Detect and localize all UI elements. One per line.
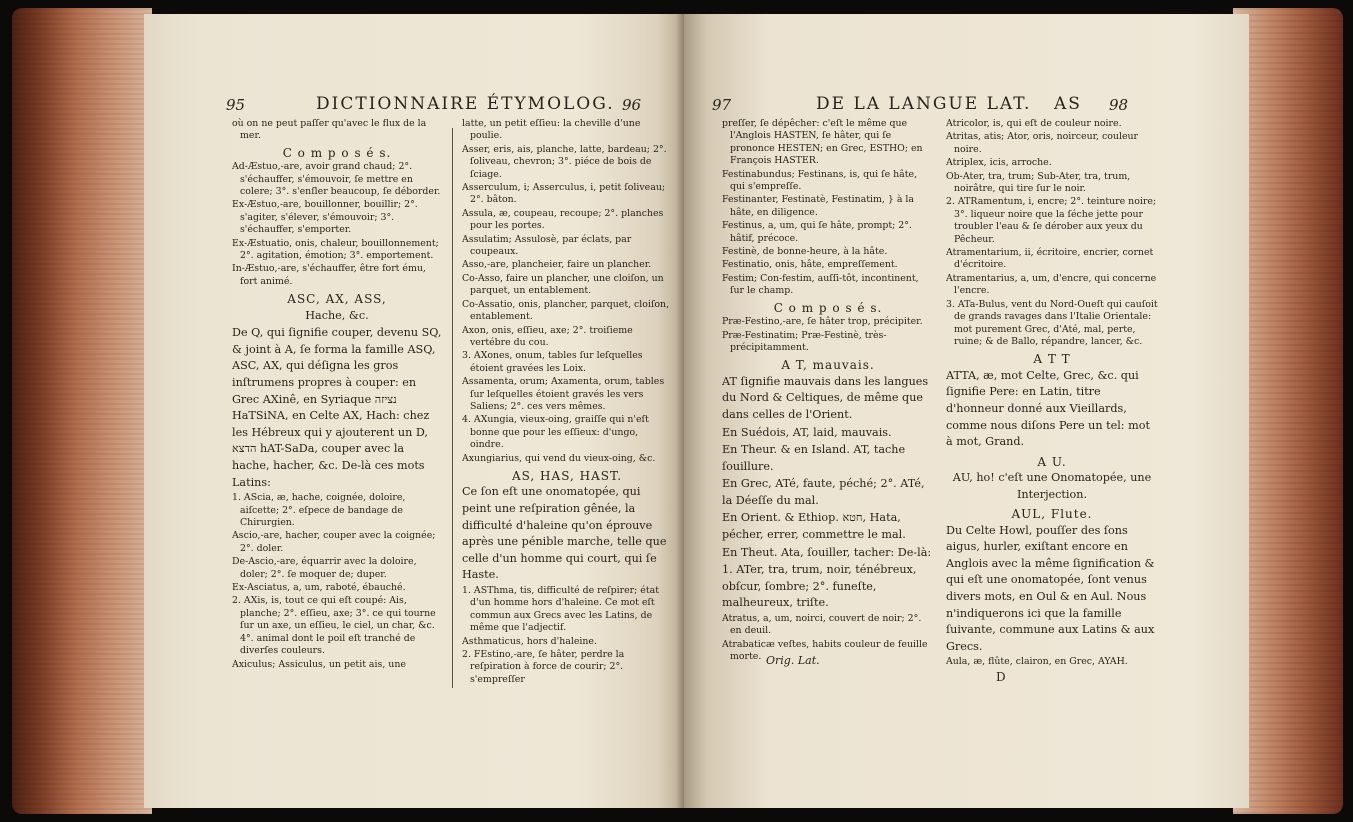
dictionary-entry: En Theur. & en Island. AT, tache ſouillure.	[722, 443, 906, 473]
dictionary-entry: Atramentarius, a, um, d'encre, qui concerne l'encre.	[946, 272, 1157, 297]
dictionary-entry: Atriplex, icis, arroche.	[946, 157, 1052, 169]
footer-note: Orig. Lat.	[766, 654, 820, 667]
dictionary-entry: AU, ho! c'eſt une Onomatopée, une Interjection.	[952, 471, 1152, 501]
dictionary-entry: Festinanter, Festinatè, Festinatim, } à la hâte, en diligence.	[722, 194, 914, 218]
dictionary-entry: où on ne peut paſſer qu'avec le flux de la mer.	[232, 118, 427, 142]
text-column	[462, 118, 672, 687]
dictionary-entry: preſſer, ſe dépêcher: c'eſt le même que l'Anglois HASTEN, ſe hâter, qui ſe prononce HESTEN; en Grec, ESTHO; en François HASTER.	[722, 118, 923, 167]
dictionary-entry: Assamenta, orum; Axamenta, orum, tables ſur leſquelles étoient gravés les vers Saliens; 2°. ces vers mêmes.	[462, 376, 665, 412]
left-page	[144, 14, 684, 808]
dictionary-entry: Assulatim; Assulosè, par éclats, par coupeaux.	[462, 233, 632, 258]
running-head: DE LA LANGUE LAT.	[816, 94, 1032, 114]
dictionary-entry: Festim; Con-festim, auſſi-tôt, incontinent, ſur le champ.	[722, 272, 919, 297]
dictionary-entry: 3. AXones, onum, tables ſur leſquelles étoient gravées les Loix.	[462, 350, 643, 374]
dictionary-entry: Axiculus; Assiculus, un petit ais, une	[232, 658, 406, 670]
text-column	[946, 118, 1158, 670]
section-heading: A T T	[1033, 352, 1071, 367]
dictionary-entry: Du Celte Howl, pouſſer des ſons aigus, hurler, exiſtant encore en Anglois avec la même ſignification & qui eſt une onomatopée, ſont venus divers mots, en Oul & en Aul. Nous n'indiquerons ici que la famille ſuivante, commune aux Latins & aux Grecs.	[946, 523, 1155, 653]
subsection-heading: C o m p o s é s.	[773, 300, 883, 315]
dictionary-entry: En Grec, ATé, faute, péché; 2°. ATé, la Déeſſe du mal.	[722, 477, 925, 507]
dictionary-entry: Atritas, atis; Ator, oris, noirceur, couleur noire.	[946, 131, 1139, 155]
dictionary-entry: Ce ſon eſt une onomatopée, qui peint une reſpiration gênée, la difficulté d'haleine qu'on éprouve après une pénible marche, telle que celle d'un homme qui court, qui ſe Haste.	[462, 485, 667, 582]
dictionary-entry: Præ-Festino,-are, ſe hâter trop, précipiter.	[722, 316, 923, 328]
subsection-heading: C o m p o s é s.	[282, 145, 392, 160]
page-number: 96	[622, 96, 642, 114]
dictionary-entry: 2. AXis, is, tout ce qui eſt coupé: Ais, planche; 2°. eſſieu, axe; 3°. ce qui tourne ſur un axe, un eſſieu, le ciel, un char, &c. 4°. animal dont le poil eſt tranché de diverſes couleurs.	[232, 595, 436, 657]
dictionary-entry: ATTA, æ, mot Celte, Grec, &c. qui ſignifie Pere: en Latin, titre d'honneur donné aux Vieillards, comme nous diſons Pere un tel: mot à mot, Grand.	[946, 368, 1150, 449]
dictionary-entry: Atratus, a, um, noirci, couvert de noir; 2°. en deuil.	[722, 613, 922, 637]
running-head: DICTIONNAIRE ÉTYMOLOG.	[316, 94, 615, 114]
dictionary-entry: En Suédois, AT, laid, mauvais.	[722, 425, 892, 439]
page-number: 95	[226, 96, 246, 114]
dictionary-entry: Festinatio, onis, hâte, empreſſement.	[722, 259, 898, 271]
dictionary-entry: Hache, &c.	[305, 308, 369, 322]
dictionary-entry: Co-Asso, faire un plancher, une cloiſon, un parquet, un entablement.	[462, 272, 664, 297]
dictionary-entry: Ex-Æstuo,-are, bouillonner, bouillir; 2°. s'agiter, s'élever, s'émouvoir; 3°. s'échauffer, s'emporter.	[232, 199, 418, 236]
dictionary-entry: De Q, qui ſignifie couper, devenu SQ, & joint à A, ſe forma la famille ASQ, ASC, AX, qui déſigna les gros inſtrumens propres à couper: en Grec AXinê, en Syriaque נציזה HaTSiNA, en Celte AX, Hach: chez les Hébreux qui y ajouterent un D, הדצא hAT-SaDa, couper avec la hache, hacher, &c. De-là ces mots Latins:	[232, 326, 442, 489]
text-column	[232, 118, 442, 672]
dictionary-entry: 1. ASThma, tis, difficulté de reſpirer; état d'un homme hors d'haleine. Ce mot eſt commun aux Grecs avec les Latins, de même que l'adjectif.	[462, 584, 659, 634]
dictionary-entry: Assula, æ, coupeau, recoupe; 2°. planches pour les portes.	[462, 207, 664, 232]
dictionary-entry: Atrabaticæ veſtes, habits couleur de feuille morte.	[722, 638, 928, 663]
dictionary-entry: 4. AXungia, vieux-oing, graiſſe qui n'eſt bonne que pour les eſſieux: d'ungo, oindre.	[462, 414, 649, 451]
dictionary-entry: 2. FEstino,-are, ſe hâter, perdre la reſpiration à force de courir; 2°. s'empreſſer	[462, 648, 625, 685]
dictionary-entry: In-Æstuo,-are, s'échauffer, être fort ému, fort animé.	[232, 263, 426, 287]
dictionary-entry: Festinabundus; Festinans, is, qui ſe hâte, qui s'empreſſe.	[722, 168, 918, 193]
section-heading: AUL, Flute.	[1011, 507, 1093, 522]
page-number: 98	[1109, 96, 1129, 114]
dictionary-entry: Præ-Festinatim; Præ-Festinè, très-précipitamment.	[722, 329, 887, 353]
dictionary-entry: 1. ATer, tra, trum, noir, ténébreux, obſcur, ſombre; 2°. funeſte, malheureux, triſte.	[722, 563, 917, 610]
dictionary-entry: 2. ATRamentum, i, encre; 2°. teinture noire; 3°. liqueur noire que la ſéche jette pour troubler l'eau & ſe dérober aux yeux du Pêcheur.	[946, 196, 1157, 245]
right-page-edges	[1233, 8, 1343, 814]
dictionary-entry: Ex-Æstuatio, onis, chaleur, bouillonnement; 2°. agitation, émotion; 3°. emportement.	[232, 237, 439, 262]
right-page	[684, 14, 1249, 808]
dictionary-entry: Festinus, a, um, qui ſe hâte, prompt; 2°. hâtif, précoce.	[722, 220, 912, 244]
dictionary-entry: En Theut. Ata, ſouiller, tacher: De-là:	[722, 545, 932, 559]
dictionary-entry: Axungiarius, qui vend du vieux-oing, &c.	[462, 452, 656, 464]
open-book	[4, 0, 1349, 822]
dictionary-entry: Axon, onis, eſſieu, axe; 2°. troiſieme vertébre du cou.	[462, 324, 633, 348]
section-heading: ASC, AX, ASS,	[287, 292, 387, 307]
page-number: 97	[712, 96, 732, 114]
signature-mark: D	[996, 670, 1006, 684]
text-column	[722, 118, 934, 665]
dictionary-entry: Aula, æ, flûte, clairon, en Grec, AYAH.	[946, 656, 1128, 668]
dictionary-entry: Asthmaticus, hors d'haleine.	[462, 635, 597, 647]
dictionary-entry: De-Ascio,-are, équarrir avec la doloire, doler; 2°. ſe moquer de; duper.	[232, 556, 417, 580]
dictionary-entry: Atramentarium, ii, écritoire, encrier, cornet d'écritoire.	[946, 247, 1154, 271]
section-heading: A U.	[1037, 454, 1067, 469]
dictionary-entry: Asser, eris, ais, planche, latte, bardeau; 2°. ſoliveau, chevron; 3°. piéce de bois de ſciage.	[462, 143, 667, 180]
running-head-section: AS	[1054, 94, 1082, 114]
dictionary-entry: Asso,-are, plancheier, faire un plancher.	[462, 259, 652, 271]
dictionary-entry: Atricolor, is, qui eſt de couleur noire.	[946, 118, 1122, 129]
section-heading: AS, HAS, HAST.	[511, 468, 623, 483]
dictionary-entry: Festinè, de bonne-heure, à la hâte.	[722, 246, 888, 258]
dictionary-entry: Co-Assatio, onis, plancher, parquet, cloiſon, entablement.	[462, 298, 670, 323]
dictionary-entry: Ad-Æstuo,-are, avoir grand chaud; 2°. s'échauffer, s'émouvoir, ſe mettre en colere; 3°. s'enſler beaucoup, ſe déborder.	[232, 161, 441, 198]
dictionary-entry: 3. ATa-Bulus, vent du Nord-Oueſt qui cauſoit de grands ravages dans l'Italie Orientale: mot purement Grec, d'Até, mal, perte, ruine; & de Ballo, répandre, lancer, &c.	[946, 298, 1158, 347]
left-page-edges	[12, 8, 152, 814]
dictionary-entry: Ex-Asciatus, a, um, raboté, ébauché.	[232, 582, 406, 594]
dictionary-entry: Asserculum, i; Asserculus, i, petit ſoliveau; 2°. bâton.	[462, 182, 666, 206]
dictionary-entry: Ob-Ater, tra, trum; Sub-Ater, tra, trum, noirâtre, qui tire ſur le noir.	[946, 170, 1131, 195]
dictionary-entry: 1. AScia, æ, hache, coignée, doloire, aiſcette; 2°. eſpece de bandage de Chirurgien.	[232, 492, 406, 529]
section-heading: A T, mauvais.	[781, 358, 875, 373]
dictionary-entry: AT ſignifie mauvais dans les langues du Nord & Celtiques, de même que dans celles de l'Orient.	[722, 374, 929, 421]
dictionary-entry: En Orient. & Ethiop. חטא, Hata, pécher, errer, commettre le mal.	[722, 511, 906, 542]
dictionary-entry: latte, un petit eſſieu: la cheville d'une poulie.	[462, 118, 641, 142]
dictionary-entry: Ascio,-are, hacher, couper avec la coignée; 2°. doler.	[232, 530, 436, 554]
column-rule	[452, 128, 453, 688]
